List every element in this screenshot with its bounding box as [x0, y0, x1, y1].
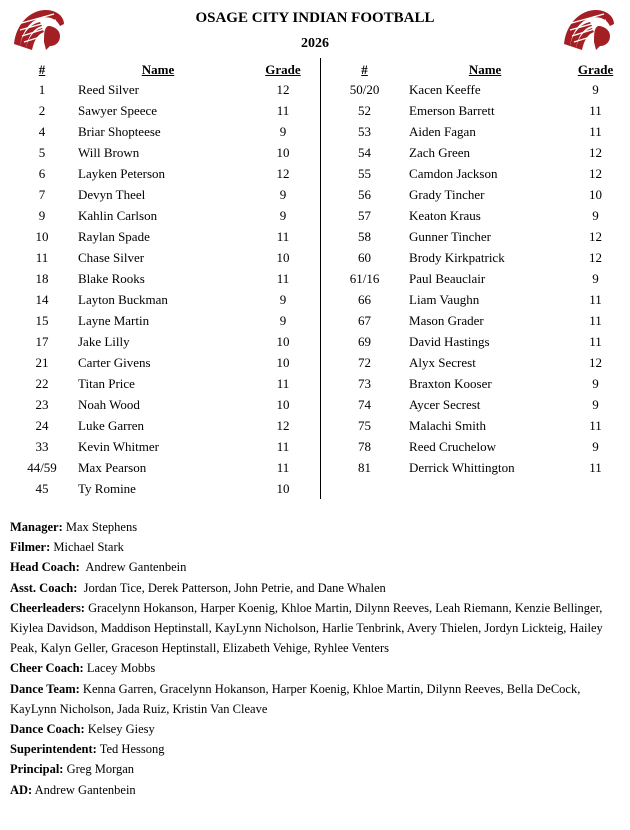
- player-number: 18: [35, 270, 49, 286]
- player-name: Chase Silver: [78, 249, 145, 265]
- player-grade: 11: [276, 228, 290, 244]
- player-grade: 10: [276, 480, 290, 496]
- player-name: Kahlin Carlson: [78, 207, 158, 223]
- staff-role-label: Dance Coach:: [10, 722, 85, 737]
- player-name: Kevin Whitmer: [78, 438, 159, 454]
- table-row: [8, 247, 328, 268]
- player-grade: 12: [589, 228, 603, 244]
- staff-role-value: Jordan Tice, Derek Patterson, John Petrie, and Dane Whalen: [77, 580, 386, 595]
- table-row: [8, 436, 328, 457]
- column-divider: [320, 58, 321, 499]
- table-row: [335, 373, 630, 394]
- player-grade: 11: [589, 417, 602, 433]
- player-grade: 9: [592, 270, 599, 286]
- table-row: [335, 394, 630, 415]
- table-row: [335, 100, 630, 121]
- player-name: Gunner Tincher: [409, 228, 491, 244]
- staff-role-label: Superintendent:: [10, 742, 97, 757]
- player-name: Braxton Kooser: [409, 375, 492, 391]
- name-column-header: Name: [468, 61, 502, 77]
- table-row: [8, 205, 328, 226]
- player-name: Zach Green: [409, 144, 471, 160]
- player-grade: 9: [592, 396, 599, 412]
- player-grade: 11: [276, 459, 290, 475]
- player-grade: 11: [276, 375, 290, 391]
- player-name: Mason Grader: [409, 312, 484, 328]
- staff-entry: [10, 739, 622, 759]
- player-number: 5: [38, 144, 46, 160]
- table-row: [335, 247, 630, 268]
- player-name: Kacen Keeffe: [409, 81, 481, 97]
- player-name: Will Brown: [78, 144, 140, 160]
- player-number: 81: [358, 459, 372, 475]
- player-number: 17: [35, 333, 49, 349]
- table-row: [335, 226, 630, 247]
- table-row: [8, 310, 328, 331]
- player-name: Noah Wood: [78, 396, 140, 412]
- player-name: Derrick Whittington: [409, 459, 515, 475]
- name-column-header: Name: [141, 61, 175, 77]
- player-grade: 10: [276, 249, 290, 265]
- player-number: 33: [35, 438, 49, 454]
- player-number: 67: [358, 312, 372, 328]
- table-row: [335, 205, 630, 226]
- player-grade: 12: [589, 354, 603, 370]
- table-row: [8, 373, 328, 394]
- player-grade: 9: [592, 375, 599, 391]
- player-number: 61/16: [349, 270, 380, 286]
- staff-role-label: Cheer Coach:: [10, 661, 84, 676]
- player-grade: 11: [589, 312, 602, 328]
- staff-role-value: Gracelynn Hokanson, Harper Koenig, Khloe Martin, Dilynn Reeves, Leah Riemann, Kenzie Bellinger, Kiylea Davidson, Maddison Heptinstall, KayLynn Nicholson, Harlie Tenbrink, Avery Thielen, Jordyn Lickteig, Hailey Peak, Kalyn Geller, Graceson Heptinstall, Elizabeth Vehige, Ryhlee Venters: [10, 600, 606, 656]
- player-number: 24: [35, 417, 49, 433]
- table-row: [8, 415, 328, 436]
- roster-table-left: [8, 60, 328, 499]
- staff-entry: [10, 780, 622, 800]
- player-grade: 9: [279, 123, 287, 139]
- table-row: [335, 457, 630, 478]
- player-name: Max Pearson: [78, 459, 147, 475]
- staff-role-value: Greg Morgan: [63, 762, 135, 777]
- player-name: Keaton Kraus: [409, 207, 481, 223]
- staff-entry: [10, 658, 622, 678]
- player-number: 57: [358, 207, 372, 223]
- player-name: David Hastings: [409, 333, 490, 349]
- player-number: 44/59: [27, 459, 57, 475]
- table-row: [8, 121, 328, 142]
- player-name: Ty Romine: [78, 480, 136, 496]
- player-grade: 12: [589, 249, 603, 265]
- player-name: Sawyer Speece: [78, 102, 158, 118]
- player-number: 50/20: [349, 81, 380, 97]
- table-row: [8, 163, 328, 184]
- table-row: [8, 478, 328, 499]
- player-name: Blake Rooks: [78, 270, 145, 286]
- staff-entry: [10, 679, 622, 719]
- player-name: Briar Shopteese: [78, 123, 161, 139]
- staff-role-value: Kenna Garren, Gracelynn Hokanson, Harper Koenig, Khloe Martin, Dilynn Reeves, Bella DeCock, KayLynn Nicholson, Jada Ruiz, Kristin Van Cleave: [10, 681, 584, 716]
- table-row: [335, 79, 630, 100]
- staff-role-label: Principal:: [10, 762, 64, 777]
- roster-header-row: [8, 60, 328, 79]
- staff-role-value: Michael Stark: [50, 540, 124, 555]
- table-row: [335, 163, 630, 184]
- player-grade: 9: [592, 207, 599, 223]
- player-number: 7: [38, 186, 46, 202]
- player-number: 60: [358, 249, 372, 265]
- player-number: 15: [35, 312, 49, 328]
- player-name: Reed Cruchelow: [409, 438, 497, 454]
- staff-entry: [10, 578, 622, 598]
- player-grade: 9: [279, 291, 287, 307]
- table-row: [8, 142, 328, 163]
- player-name: Raylan Spade: [78, 228, 150, 244]
- player-name: Malachi Smith: [409, 417, 486, 433]
- player-grade: 11: [276, 270, 290, 286]
- staff-role-value: Lacey Mobbs: [83, 661, 156, 676]
- player-number: 73: [358, 375, 372, 391]
- player-grade: 9: [279, 186, 287, 202]
- player-number: 11: [35, 249, 49, 265]
- roster-table-right: [335, 60, 630, 478]
- player-number: 23: [35, 396, 49, 412]
- player-number: 56: [358, 186, 372, 202]
- player-name: Reed Silver: [78, 81, 140, 97]
- staff-role-label: AD:: [10, 782, 33, 797]
- player-number: 9: [38, 207, 46, 223]
- player-name: Liam Vaughn: [409, 291, 480, 307]
- player-number: 4: [38, 123, 46, 139]
- player-grade: 9: [279, 207, 287, 223]
- player-number: 58: [358, 228, 372, 244]
- table-row: [8, 226, 328, 247]
- player-name: Paul Beauclair: [409, 270, 486, 286]
- player-number: 1: [38, 81, 46, 97]
- player-number: 74: [358, 396, 372, 412]
- number-column-header: #: [361, 61, 368, 77]
- player-name: Aiden Fagan: [409, 123, 476, 139]
- staff-role-value: Andrew Gantenbein: [79, 560, 187, 575]
- player-grade: 10: [276, 396, 290, 412]
- player-name: Devyn Theel: [78, 186, 146, 202]
- player-name: Aycer Secrest: [409, 396, 481, 412]
- table-row: [8, 394, 328, 415]
- table-row: [335, 331, 630, 352]
- table-row: [8, 331, 328, 352]
- player-name: Camdon Jackson: [409, 165, 498, 181]
- player-number: 45: [35, 480, 49, 496]
- staff-role-value: Andrew Gantenbein: [32, 782, 136, 797]
- table-row: [335, 352, 630, 373]
- player-number: 21: [35, 354, 49, 370]
- player-number: 69: [358, 333, 372, 349]
- season-year: 2026: [301, 36, 329, 51]
- staff-entry: [10, 598, 622, 659]
- player-name: Layken Peterson: [78, 165, 166, 181]
- table-row: [335, 121, 630, 142]
- roster-header-row: [335, 60, 630, 79]
- table-row: [8, 268, 328, 289]
- player-number: 22: [35, 375, 49, 391]
- staff-role-label: Asst. Coach:: [10, 580, 78, 595]
- player-grade: 10: [276, 144, 290, 160]
- staff-entry: [10, 517, 622, 537]
- player-name: Emerson Barrett: [409, 102, 495, 118]
- player-grade: 12: [589, 165, 603, 181]
- player-number: 54: [358, 144, 372, 160]
- player-grade: 9: [592, 438, 599, 454]
- player-grade: 11: [589, 333, 602, 349]
- table-row: [8, 100, 328, 121]
- player-number: 78: [358, 438, 372, 454]
- staff-entry: [10, 537, 622, 557]
- player-grade: 12: [276, 165, 290, 181]
- player-grade: 11: [276, 438, 290, 454]
- player-grade: 10: [276, 354, 290, 370]
- staff-role-label: Manager:: [10, 520, 63, 534]
- staff-list: [10, 517, 622, 800]
- staff-entry: [10, 719, 622, 739]
- document-title: OSAGE CITY INDIAN FOOTBALL: [195, 10, 435, 26]
- player-name: Brody Kirkpatrick: [409, 249, 505, 265]
- staff-entry: [10, 759, 622, 779]
- staff-entry: [10, 557, 622, 577]
- table-row: [8, 352, 328, 373]
- grade-column-header: Grade: [265, 61, 301, 77]
- player-number: 10: [35, 228, 49, 244]
- player-number: 52: [358, 102, 372, 118]
- player-grade: 10: [589, 186, 603, 202]
- player-name: Layton Buckman: [78, 291, 168, 307]
- staff-role-value: Kelsey Giesy: [84, 722, 155, 737]
- player-grade: 12: [589, 144, 603, 160]
- player-number: 75: [358, 417, 372, 433]
- player-number: 2: [38, 102, 46, 118]
- player-name: Jake Lilly: [78, 333, 130, 349]
- player-name: Carter Givens: [78, 354, 151, 370]
- staff-role-value: Max Stephens: [62, 520, 138, 534]
- player-grade: 11: [589, 123, 602, 139]
- player-grade: 12: [276, 81, 290, 97]
- player-name: Grady Tincher: [409, 186, 485, 202]
- player-grade: 11: [589, 291, 602, 307]
- player-grade: 12: [276, 417, 290, 433]
- player-grade: 11: [589, 459, 602, 475]
- player-number: 6: [38, 165, 46, 181]
- player-name: Alyx Secrest: [409, 354, 476, 370]
- player-name: Titan Price: [78, 375, 135, 391]
- player-grade: 9: [279, 312, 287, 328]
- player-number: 53: [358, 123, 372, 139]
- staff-role-label: Head Coach:: [10, 560, 80, 575]
- staff-role-label: Filmer:: [10, 540, 51, 555]
- table-row: [8, 289, 328, 310]
- table-row: [335, 268, 630, 289]
- table-row: [335, 415, 630, 436]
- grade-column-header: Grade: [577, 61, 614, 77]
- player-grade: 9: [592, 81, 599, 97]
- table-row: [8, 184, 328, 205]
- table-row: [335, 310, 630, 331]
- player-name: Luke Garren: [78, 417, 145, 433]
- table-row: [335, 289, 630, 310]
- player-number: 55: [358, 165, 372, 181]
- table-row: [335, 436, 630, 457]
- player-number: 14: [35, 291, 49, 307]
- table-row: [335, 184, 630, 205]
- player-grade: 11: [589, 102, 602, 118]
- table-row: [8, 79, 328, 100]
- staff-role-value: Ted Hessong: [96, 742, 165, 757]
- player-grade: 10: [276, 333, 290, 349]
- staff-role-label: Cheerleaders:: [10, 600, 85, 615]
- table-row: [8, 457, 328, 478]
- table-row: [335, 142, 630, 163]
- player-number: 66: [358, 291, 372, 307]
- player-name: Layne Martin: [78, 312, 150, 328]
- staff-role-label: Dance Team:: [10, 681, 80, 696]
- number-column-header: #: [38, 61, 46, 77]
- player-grade: 11: [276, 102, 290, 118]
- player-number: 72: [358, 354, 372, 370]
